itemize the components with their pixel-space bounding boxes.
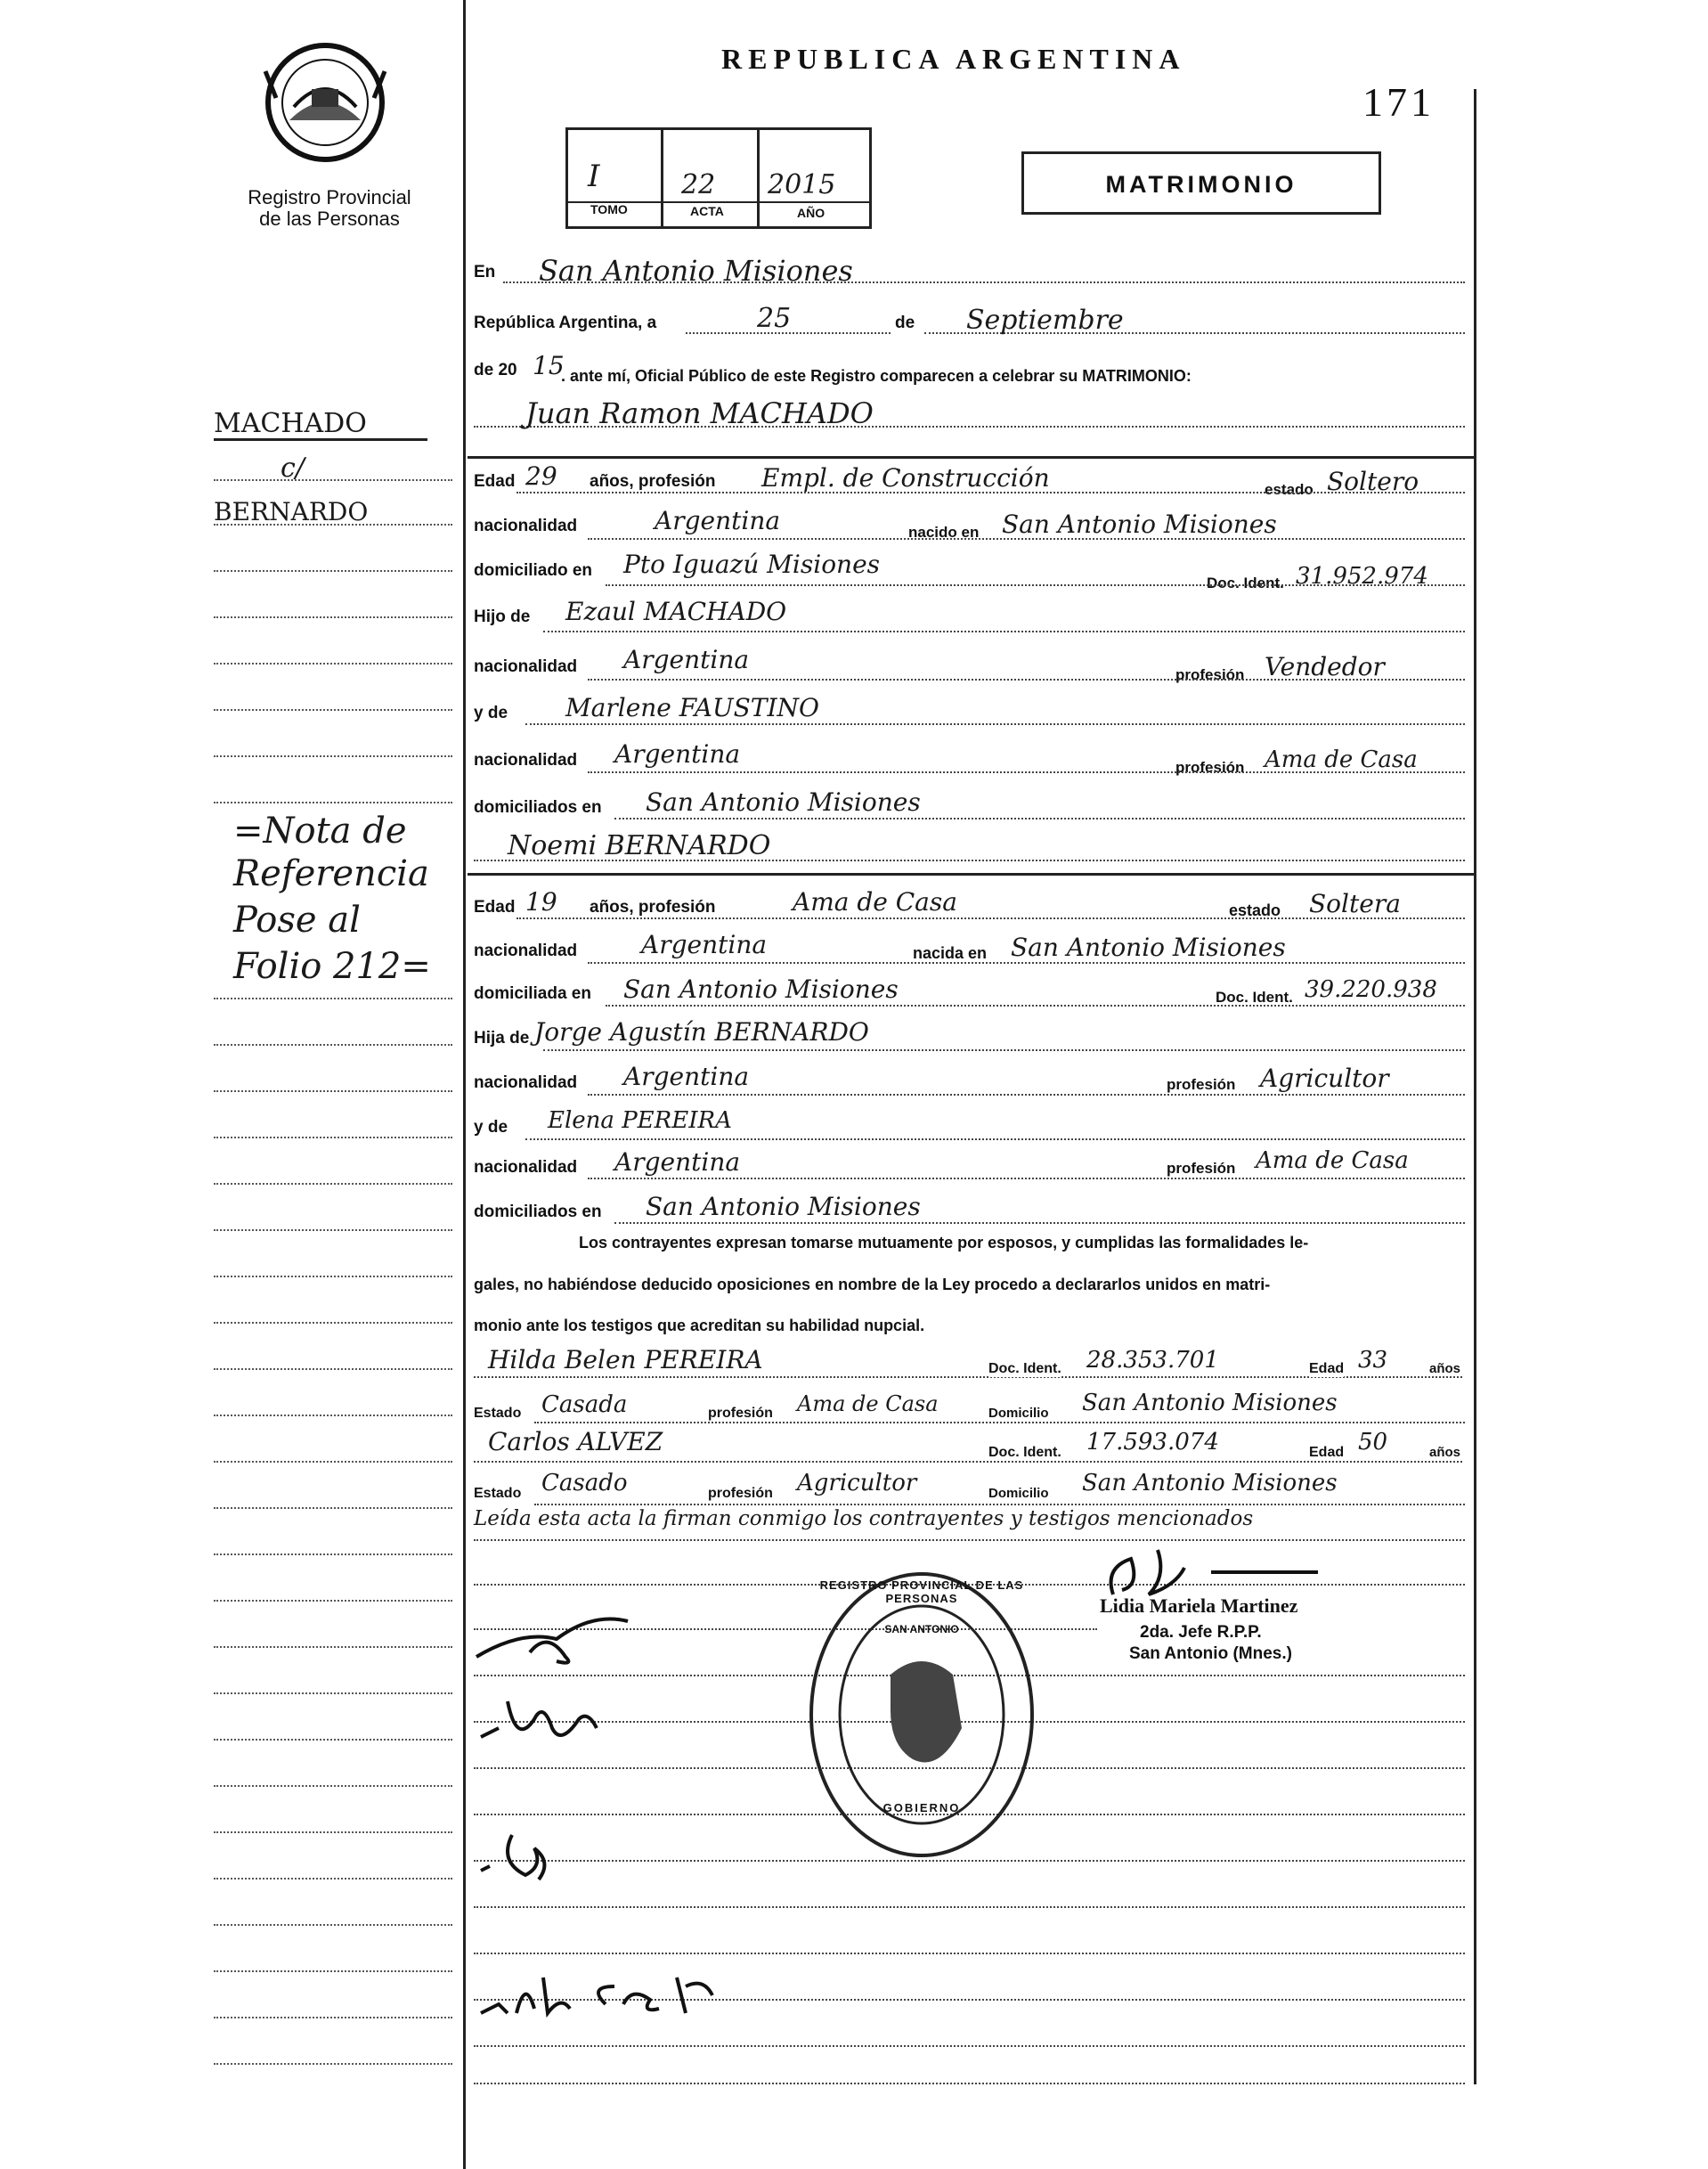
groom-father-nac-label: nacionalidad: [474, 657, 578, 676]
groom-nacido-label: nacido en: [908, 524, 980, 541]
page-number: 171: [1362, 79, 1435, 125]
bride-doc-label: Doc. Ident.: [1216, 989, 1293, 1006]
bride-nacionalidad: Argentina: [641, 930, 768, 959]
registry-line-2: de las Personas: [259, 208, 400, 230]
groom-parents-dom-label: domiciliados en: [474, 798, 602, 817]
groom-mother-prof-label: profesión: [1175, 759, 1245, 776]
bride-nac-label: nacionalidad: [474, 942, 578, 960]
bride-prof-label: años, profesión: [590, 898, 716, 917]
year-suffix: 15: [533, 351, 565, 380]
bride-mother-prof-label: profesión: [1167, 1160, 1236, 1177]
margin-bride-surname: BERNARDO: [214, 497, 369, 526]
groom-mother-nac: Argentina: [614, 739, 741, 769]
en-label: En: [474, 263, 496, 281]
groom-yde-label: y de: [474, 704, 508, 722]
witness1-estado: Casada: [541, 1391, 628, 1418]
stamp-side-text: GOBIERNO: [882, 1801, 961, 1814]
groom-nacido: San Antonio Misiones: [1002, 510, 1277, 539]
witness2-anios-label: años: [1429, 1445, 1461, 1460]
year-prefix: de 20: [474, 361, 517, 379]
republica-label: República Argentina, a: [474, 314, 657, 332]
groom-hijo-label: Hijo de: [474, 607, 531, 626]
bride-estado: Soltera: [1309, 889, 1401, 918]
anio-value: 2015: [768, 169, 836, 200]
groom-father-prof: Vendedor: [1265, 652, 1385, 681]
groom-father: Ezaul MACHADO: [565, 597, 787, 626]
witness1-dom-label: Domicilio: [988, 1406, 1049, 1421]
signature-witness2: [472, 1960, 730, 2031]
groom-parents-dom: San Antonio Misiones: [646, 787, 921, 817]
acta-value: 22: [681, 169, 716, 200]
margin-note-3: Pose al: [233, 900, 361, 941]
witness1-doc-label: Doc. Ident.: [988, 1361, 1061, 1376]
month-value: Septiembre: [966, 305, 1124, 336]
registry-name: [218, 187, 441, 230]
right-border: [1474, 89, 1476, 2084]
groom-father-prof-label: profesión: [1175, 666, 1245, 683]
groom-doc-label: Doc. Ident.: [1207, 575, 1284, 591]
witness1-name: Hilda Belen PEREIRA: [488, 1345, 763, 1374]
bride-parents-dom-label: domiciliados en: [474, 1203, 602, 1221]
bride-father-prof-label: profesión: [1167, 1076, 1236, 1093]
groom-estado: Soltero: [1327, 467, 1419, 496]
groom-nac-label: nacionalidad: [474, 517, 578, 535]
bride-edad: 19: [525, 887, 557, 917]
witness1-edad-label: Edad: [1309, 1361, 1345, 1376]
witness2-prof: Agricultor: [797, 1470, 917, 1496]
witness2-estado-label: Estado: [474, 1486, 522, 1501]
groom-mother: Marlene FAUSTINO: [565, 693, 819, 722]
groom-dom-label: domiciliado en: [474, 561, 593, 580]
declaration-line-2: gales, no habiéndose deducido oposiciones en nombre de la Ley procedo a declararlos unidos en matri-: [474, 1276, 1271, 1293]
bride-father-nac: Argentina: [623, 1062, 750, 1091]
groom-father-nac: Argentina: [623, 645, 750, 674]
ante-text: . ante mí, Oficial Público de este Registro comparecen a celebrar su MATRIMONIO:: [561, 367, 1192, 385]
groom-estado-label: estado: [1265, 481, 1314, 498]
bride-father-prof: Agricultor: [1260, 1064, 1389, 1093]
bride-yde-label: y de: [474, 1118, 508, 1137]
bride-profesion: Ama de Casa: [793, 887, 957, 917]
official-office: San Antonio (Mnes.): [1129, 1644, 1292, 1663]
bride-name: Noemi BERNARDO: [508, 830, 771, 861]
witness2-edad-label: Edad: [1309, 1445, 1345, 1460]
bride-dom-label: domiciliada en: [474, 984, 591, 1003]
closing-text: Leída esta acta la firman conmigo los contrayentes y testigos mencionados: [474, 1507, 1254, 1530]
bride-parents-dom: San Antonio Misiones: [646, 1192, 921, 1221]
bride-estado-label: estado: [1229, 901, 1281, 919]
anio-label: AÑO: [797, 206, 826, 220]
witness1-doc: 28.353.701: [1086, 1347, 1219, 1374]
place-value: San Antonio Misiones: [539, 254, 853, 288]
margin-contra: c/: [281, 453, 305, 484]
margin-divider: [463, 0, 466, 2169]
declaration-line-1: Los contrayentes expresan tomarse mutuamente por esposos, y cumplidas las formalidades le-: [579, 1234, 1309, 1252]
bride-domicilio: San Antonio Misiones: [623, 974, 899, 1004]
bride-nacida: San Antonio Misiones: [1011, 933, 1286, 962]
signature-groom: [468, 1603, 646, 1675]
witness2-dom-label: Domicilio: [988, 1486, 1049, 1501]
official-name: Lidia Mariela Martinez: [1100, 1594, 1298, 1617]
groom-mother-prof: Ama de Casa: [1265, 746, 1418, 773]
provincial-seal-logo: [258, 36, 392, 169]
witness2-doc: 17.593.074: [1086, 1429, 1219, 1456]
tomo-value: I: [588, 159, 600, 194]
stamp-outer-text: REGISTRO PROVINCIAL DE LAS PERSONAS: [819, 1578, 1024, 1605]
acta-label: ACTA: [690, 204, 724, 218]
witness2-doc-label: Doc. Ident.: [988, 1445, 1061, 1460]
day-value: 25: [757, 303, 792, 334]
signature-bride: [472, 1684, 614, 1755]
groom-edad: 29: [525, 461, 557, 491]
margin-note-1: =Nota de: [233, 811, 407, 852]
bride-edad-label: Edad: [474, 898, 516, 917]
witness1-edad: 33: [1358, 1347, 1388, 1374]
groom-prof-label: años, profesión: [590, 472, 716, 491]
witness2-name: Carlos ALVEZ: [488, 1427, 663, 1456]
act-type-label: MATRIMONIO: [1105, 171, 1297, 198]
groom-nacionalidad: Argentina: [655, 506, 781, 535]
bride-father-nac-label: nacionalidad: [474, 1073, 578, 1092]
margin-groom-surname: MACHADO: [214, 408, 367, 439]
witness1-estado-label: Estado: [474, 1406, 522, 1421]
witness1-anios-label: años: [1429, 1361, 1461, 1376]
de-label: de: [895, 314, 915, 332]
signature-witness1: [472, 1826, 579, 1888]
witness2-prof-label: profesión: [708, 1486, 773, 1501]
groom-edad-label: Edad: [474, 472, 516, 491]
groom-doc: 31.952.974: [1296, 563, 1428, 590]
bride-hija-label: Hija de: [474, 1029, 530, 1048]
witness2-edad: 50: [1358, 1429, 1388, 1456]
groom-mother-nac-label: nacionalidad: [474, 751, 578, 770]
margin-note-2: Referencia: [233, 853, 429, 894]
bride-doc: 39.220.938: [1305, 976, 1437, 1003]
witness2-estado: Casado: [541, 1470, 628, 1496]
margin-note-4: Folio 212=: [233, 946, 431, 987]
bride-mother-prof: Ama de Casa: [1256, 1147, 1409, 1174]
bride-nacida-label: nacida en: [913, 944, 988, 962]
groom-name: Juan Ramon MACHADO: [525, 396, 874, 430]
official-title: 2da. Jefe R.P.P.: [1140, 1623, 1262, 1642]
witness2-dom: San Antonio Misiones: [1082, 1470, 1338, 1496]
declaration-line-3: monio ante los testigos que acreditan su habilidad nupcial.: [474, 1317, 925, 1334]
witness1-dom: San Antonio Misiones: [1082, 1390, 1338, 1416]
groom-profesion: Empl. de Construcción: [761, 463, 1050, 493]
country-title: REPUBLICA ARGENTINA: [721, 43, 1186, 75]
registry-stamp: [806, 1568, 1037, 1862]
bride-father: Jorge Agustín BERNARDO: [534, 1017, 869, 1047]
groom-domicilio: Pto Iguazú Misiones: [623, 550, 881, 579]
witness1-prof: Ama de Casa: [797, 1391, 939, 1416]
tomo-label: TOMO: [590, 202, 628, 216]
witness1-prof-label: profesión: [708, 1406, 773, 1421]
bride-mother-nac: Argentina: [614, 1147, 741, 1177]
bride-mother: Elena PEREIRA: [548, 1107, 732, 1134]
stamp-inner-text: SAN ANTONIO: [884, 1623, 959, 1635]
bride-mother-nac-label: nacionalidad: [474, 1158, 578, 1177]
registry-line-1: Registro Provincial: [248, 186, 411, 208]
